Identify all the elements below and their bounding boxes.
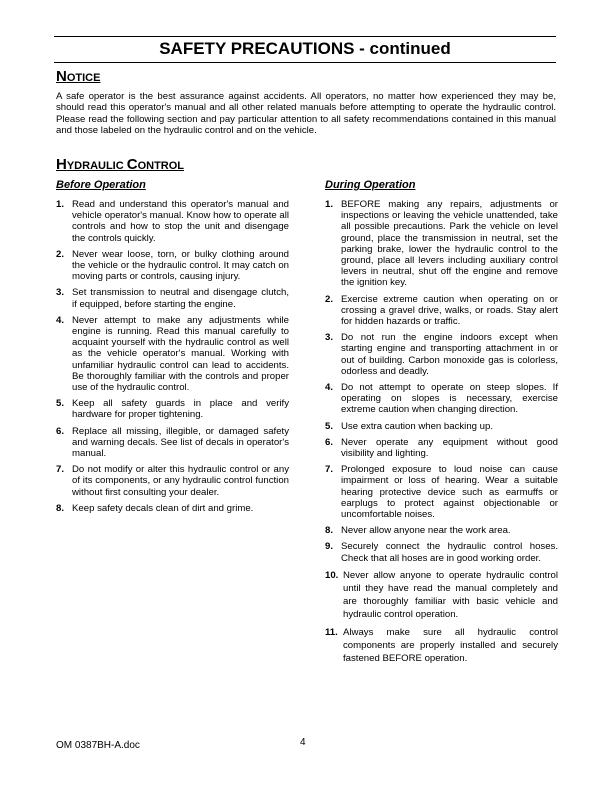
footer-page-number: 4 [300,737,306,748]
hydraulic-control-heading [56,157,184,174]
item-number: 2. [56,248,65,260]
item-text: Keep safety decals clean of dirt and grime. [72,502,254,514]
item-text: Never allow anyone near the work area. [341,525,511,537]
item-text: Never operate any equipment without good visibility and lighting. [341,436,558,460]
item-number: 8. [56,502,65,514]
item-number: 11. [325,626,338,638]
title-rule [54,62,556,63]
hydraulic-heading-rest2: ONTROL [137,160,185,172]
list-item [56,464,289,498]
list-item [325,569,558,621]
item-text: Securely connect the hydraulic control hoses. Check that all hoses are in good working order. [341,541,558,564]
before-operation-heading: Before Operation [56,179,146,191]
list-item [56,199,289,244]
item-text: Never allow anyone to operate hydraulic control until they have read the manual completely and are thoroughly familiar with basic vehicle and hydraulic control operation. [343,569,558,620]
item-number: 8. [325,525,334,537]
item-number: 1. [325,199,334,210]
notice-heading-rest: OTICE [66,72,101,84]
list-item [56,398,289,420]
item-text: BEFORE making any repairs, adjustments or inspections or leaving the vehicle unattended, take all possible precautions. Park the vehicle on level ground, place the transmission in neutral, set the parking brake, lower the hydraulic control to the ground, place all levers including auxiliary control levers in neutral, shut off the engine and remove the ignition key. [341,199,558,289]
list-item [56,249,289,283]
item-number: 3. [325,332,334,344]
list-item [325,437,558,459]
list-item [56,315,289,393]
item-number: 5. [56,398,65,410]
item-text: Prolonged exposure to loud noise can cause impairment or loss of hearing. Wear a suitable hearing protective device such as earmuffs or earplugs to protect against objectionable or uncomfortable noises. [341,464,558,521]
item-text: Replace all missing, illegible, or damaged safety and warning decals. See list of decals in operator's manual. [72,425,289,460]
item-text: Do not attempt to operate on steep slopes. If operating on slopes is necessary, exercise extreme caution when changing direction. [341,382,558,416]
before-operation-column [56,179,289,519]
item-text: Use extra caution when backing up. [341,420,493,432]
item-number: 4. [56,314,65,326]
list-item [325,199,558,289]
item-number: 6. [56,425,65,437]
item-text: Exercise extreme caution when operating on or crossing a gravel drive, walks, or roads. Stay alert for hidden hazards or traffic. [341,293,558,328]
notice-paragraph: A safe operator is the best assurance against accidents. All operators, no matter how experienced they may be, should read this operator's manual and all other related manuals before attempting to operate the hydraulic control. Please read the following section and pay particular attention to all safety recommendations contained in this manual and those labeled on the hydraulic control and on the vehicle. [56,91,556,136]
list-item [325,541,558,563]
list-item [325,421,558,432]
list-item [325,332,558,377]
item-text: Do not run the engine indoors except when starting engine and transporting attachment in or out of building. Carbon monoxide gas is colorless, odorless and deadly. [341,332,558,377]
item-number: 5. [325,420,334,432]
during-operation-column [325,179,558,670]
during-operation-list [325,199,558,665]
item-number: 1. [56,199,65,210]
notice-heading-cap: N [56,68,67,85]
hydraulic-heading-rest1: YDRAULIC [66,160,127,172]
list-item [325,626,558,665]
list-item [325,382,558,416]
notice-heading [56,69,100,86]
list-item [56,426,289,460]
item-number: 3. [56,287,65,299]
item-text: Always make sure all hydraulic control components are properly installed and securely fastened BEFORE operation. [343,626,558,664]
item-number: 7. [56,464,65,476]
hydraulic-heading-cap2: C [126,156,138,173]
item-number: 4. [325,382,334,394]
top-rule [54,36,556,37]
footer-doc-name: OM 0387BH-A.doc [56,740,140,751]
list-item [56,503,289,514]
list-item [325,294,558,328]
page-title: SAFETY PRECAUTIONS - continued [159,39,451,58]
list-item [56,287,289,309]
item-text: Set transmission to neutral and disengage clutch, if equipped, before starting the engine. [72,287,289,310]
item-text: Never attempt to make any adjustments while engine is running. Read this manual carefully to acquaint yourself with the hydraulic control as well as the vehicle operator's manual. Working with unfamiliar hydraulic control can lead to accidents. Be thoroughly familiar with the controls and proper use of the hydraulic control. [72,314,289,394]
list-item [325,525,558,536]
list-item [325,464,558,520]
item-number: 9. [325,541,334,553]
item-number: 2. [325,293,334,305]
during-operation-heading: During Operation [325,179,416,191]
item-number: 6. [325,436,334,448]
hydraulic-heading-cap1: H [56,156,67,173]
item-text: Keep all safety guards in place and verify hardware for proper tightening. [72,398,289,421]
item-number: 7. [325,464,334,476]
item-text: Read and understand this operator's manual and vehicle operator's manual. Know how to operate all controls and how to stop the unit and disengage the controls quickly. [72,199,289,244]
item-text: Do not modify or alter this hydraulic control or any of its components, or any hydraulic control function without first consulting your dealer. [72,464,289,498]
item-number: 10. [325,569,339,581]
item-text: Never wear loose, torn, or bulky clothing around the vehicle or the hydraulic control. It may catch on moving parts or controls, causing injury. [72,248,289,283]
before-operation-list [56,199,289,514]
